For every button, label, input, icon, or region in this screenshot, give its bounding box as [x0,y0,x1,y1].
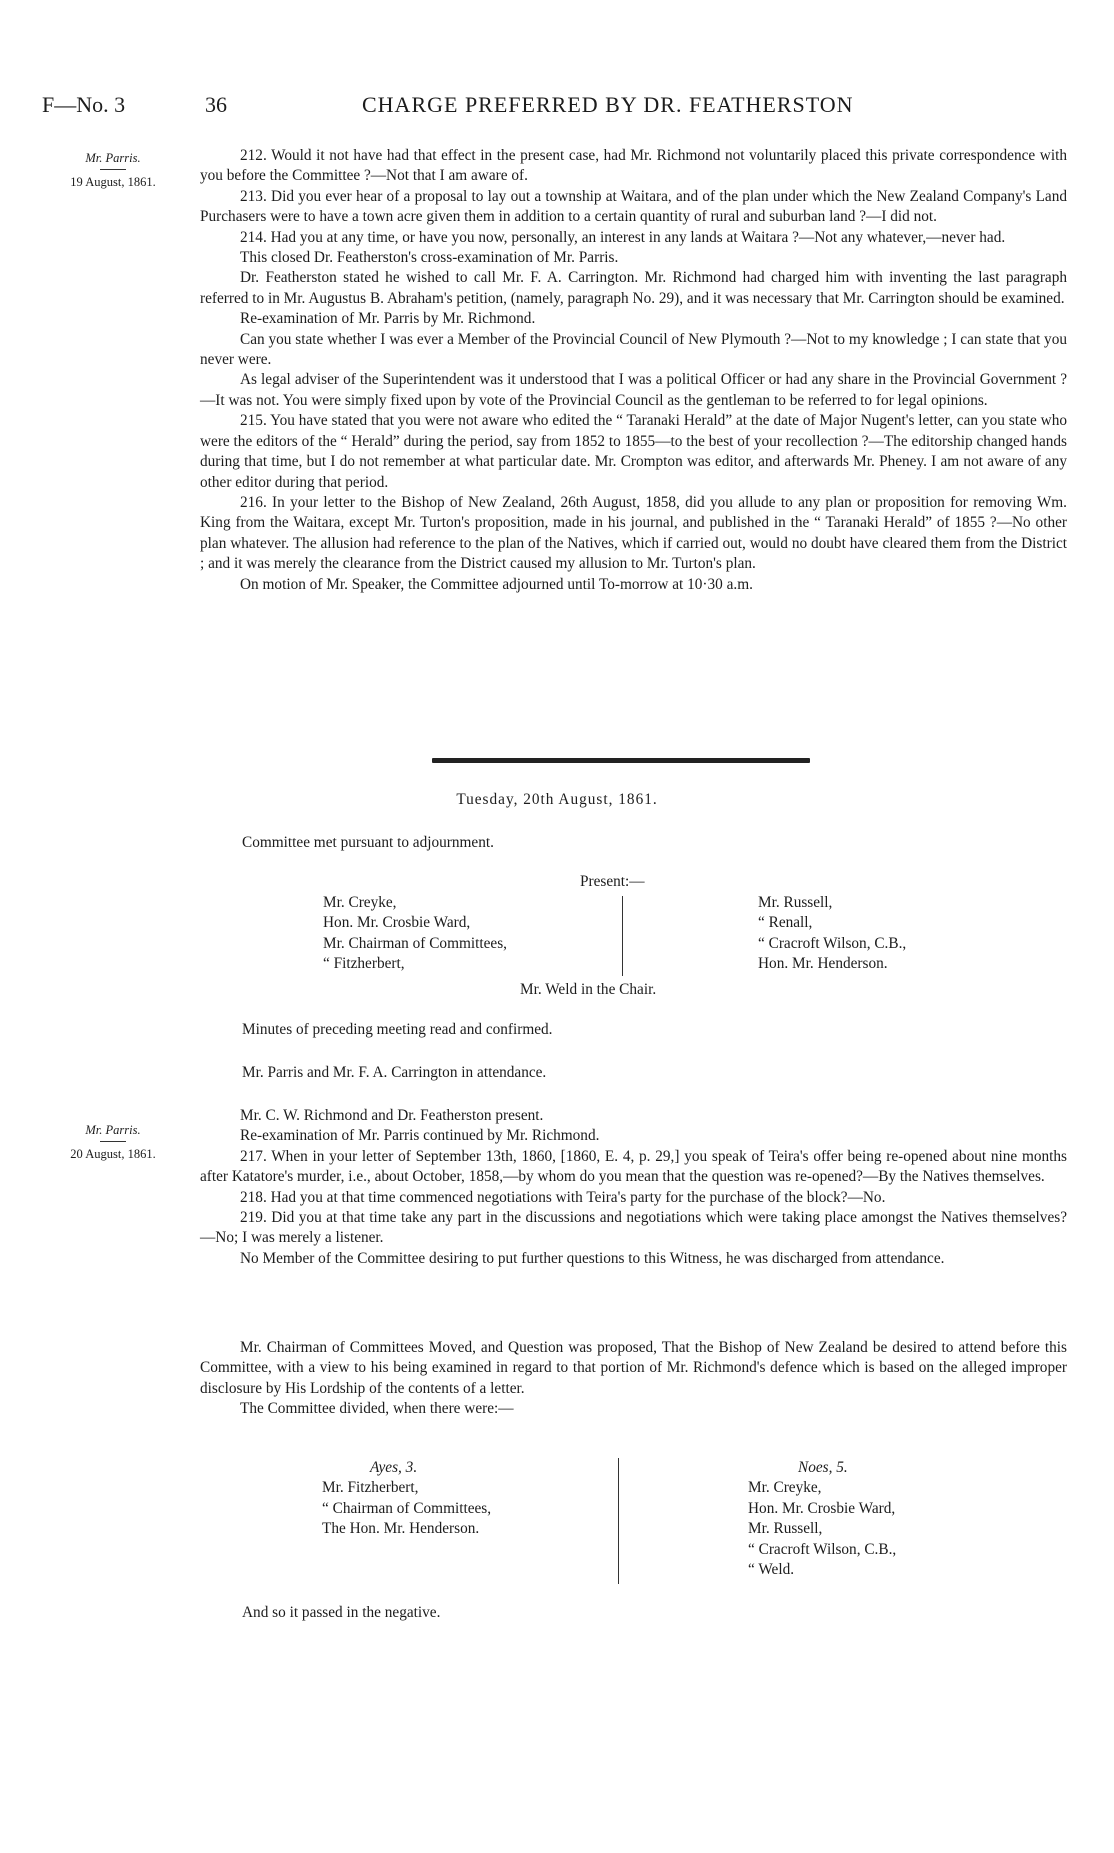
paragraph: Can you state whether I was ever a Member of the Provincial Council of New Plymouth ?—Not to my knowledge ; I can state that you never were. [200,330,1067,369]
examination-section-2 [200,1106,1067,1269]
margin-note-witness-1 [38,150,188,190]
running-header [42,92,1082,122]
paragraph: On motion of Mr. Speaker, the Committee adjourned until To-morrow at 10·30 a.m. [240,575,753,593]
member-name: Mr. Russell, [748,1520,823,1538]
member-name: “ Cracroft Wilson, C.B., [748,1540,897,1558]
paragraph: No Member of the Committee desiring to put further questions to this Witness, he was discharged from attendance. [240,1249,945,1267]
member-name: “ Chairman of Committees, [322,1499,492,1517]
member-name: Mr. Russell, [758,894,833,911]
paragraph: 218. Had you at that time commenced negotiations with Teira's party for the purchase of the block?—No. [240,1188,886,1206]
paragraph: Re-examination of Mr. Parris by Mr. Richmond. [240,310,536,328]
margin-note-divider [100,1141,126,1142]
column-divider [618,1458,619,1584]
paragraph: Mr. C. W. Richmond and Dr. Featherston present. [240,1107,544,1124]
present-list-left [323,893,507,975]
section-divider-rule [432,758,810,763]
member-name: Mr. Creyke, [323,894,397,911]
margin-note-witness-2 [38,1122,188,1162]
paragraph: The Committee divided, when there were:— [240,1400,514,1418]
paragraph: This closed Dr. Featherston's cross-examination of Mr. Parris. [240,249,619,267]
member-name: “ Fitzherbert, [323,955,405,973]
paragraph: 213. Did you ever hear of a proposal to lay out a township at Waitara, and of the plan under which the New Zealand Company's Land Purchasers were to have a town acre given them in addition to a certain quantity of rural and suburban land ?—I did not. [200,187,1067,226]
member-name: Mr. Chairman of Committees, [323,934,507,952]
paragraph: 214. Had you at any time, or have you now, personally, an interest in any lands at Waitara ?—Not any whatever,—never had. [240,228,1006,246]
paragraph: Re-examination of Mr. Parris continued by Mr. Richmond. [240,1127,600,1145]
conclusion-line: And so it passed in the negative. [242,1604,441,1621]
margin-note-divider [100,169,126,170]
column-divider [622,896,623,976]
member-name: “ Cracroft Wilson, C.B., [758,934,907,952]
noes-heading: Noes, 5. [798,1459,848,1476]
examination-section-1 [200,146,1067,595]
ayes-list [322,1458,491,1540]
date-subheading: Tuesday, 20th August, 1861. [456,791,658,808]
noes-list [748,1458,896,1580]
ayes-heading: Ayes, 3. [370,1459,418,1476]
present-label: Present:— [580,873,645,890]
member-name: Mr. Fitzherbert, [322,1479,419,1497]
margin-note-date: 19 August, 1861. [70,175,156,189]
paragraph: 219. Did you at that time take any part in the discussions and negotiations which were taking place amongst the Natives themselves?—No; I was merely a listener. [200,1209,1067,1247]
margin-note-name: Mr. Parris. [85,151,141,165]
committee-met-line: Committee met pursuant to adjournment. [242,834,494,851]
motion-section [200,1338,1067,1420]
member-name: The Hon. Mr. Henderson. [322,1520,480,1538]
minutes-line: Minutes of preceding meeting read and confirmed. [242,1021,553,1038]
margin-note-name: Mr. Parris. [85,1123,141,1137]
member-name: “ Renall, [758,914,813,932]
paragraph: As legal adviser of the Superintendent was it understood that I was a political Officer or had any share in the Provincial Government ?—It was not. You were simply fixed upon by vote of the Provincial Council as the gentleman to be referred to for legal opinions. [200,371,1067,409]
paragraph: 216. In your letter to the Bishop of New Zealand, 26th August, 1858, did you allude to any plan or proposition for removing Wm. King from the Waitara, except Mr. Turton's proposition, made in his journal, and published in the “ Taranaki Herald” of 1855 ?—No other plan whatever. The allusion had reference to the plan of the Natives, which if carried out, would no doubt have cleared them from the District ; and it was merely the clearance from the District caused my allusion to Mr. Turton's plan. [200,493,1067,573]
page-title: CHARGE PREFERRED BY DR. FEATHERSTON [362,92,854,117]
paragraph: 215. You have stated that you were not aware who edited the “ Taranaki Herald” at the date of Major Nugent's letter, can you state who were the editors of the “ Herald” during the period, say from 1852 to 1855—to the best of your recollection ?—The editorship changed hands during that time, but I do not remember at what particular date. Mr. Crompton was editor, and afterwards Mr. Pheney. I am not aware of any other editor during that period. [200,412,1067,491]
page-number: 36 [205,92,227,117]
paragraph: 217. When in your letter of September 13th, 1860, [1860, E. 4, p. 29,] you speak of Teira's offer being re-opened about nine months after Katatore's murder, i.e., about October, 1858,—by whom do you mean that the question was re-opened?—By the Natives themselves. [200,1147,1067,1186]
member-name: Hon. Mr. Crosbie Ward, [323,914,471,932]
margin-note-date: 20 August, 1861. [70,1147,156,1161]
paragraph: Mr. Chairman of Committees Moved, and Question was proposed, That the Bishop of New Zealand be desired to attend before this Committee, with a view to his being examined in regard to that portion of Mr. Richmond's defence which is based on the alleged improper disclosure by His Lordship of the contents of a letter. [200,1339,1067,1397]
member-name: Hon. Mr. Henderson. [758,955,888,973]
document-number: F—No. 3 [42,92,126,117]
chair-line: Mr. Weld in the Chair. [520,981,657,998]
paragraph: Dr. Featherston stated he wished to call Mr. F. A. Carrington. Mr. Richmond had charged him with inventing the last paragraph referred to in Mr. Augustus B. Abraham's petition, (namely, paragraph No. 29), and it was necessary that Mr. Carrington should be examined. [200,269,1067,307]
attendance-line: Mr. Parris and Mr. F. A. Carrington in attendance. [242,1064,547,1081]
member-name: Mr. Creyke, [748,1479,822,1497]
member-name: Hon. Mr. Crosbie Ward, [748,1499,896,1517]
paragraph: 212. Would it not have had that effect in the present case, had Mr. Richmond not voluntarily placed this private correspondence with you before the Committee ?—Not that I am aware of. [200,147,1067,185]
member-name: “ Weld. [748,1561,795,1579]
present-list-right [758,893,906,975]
